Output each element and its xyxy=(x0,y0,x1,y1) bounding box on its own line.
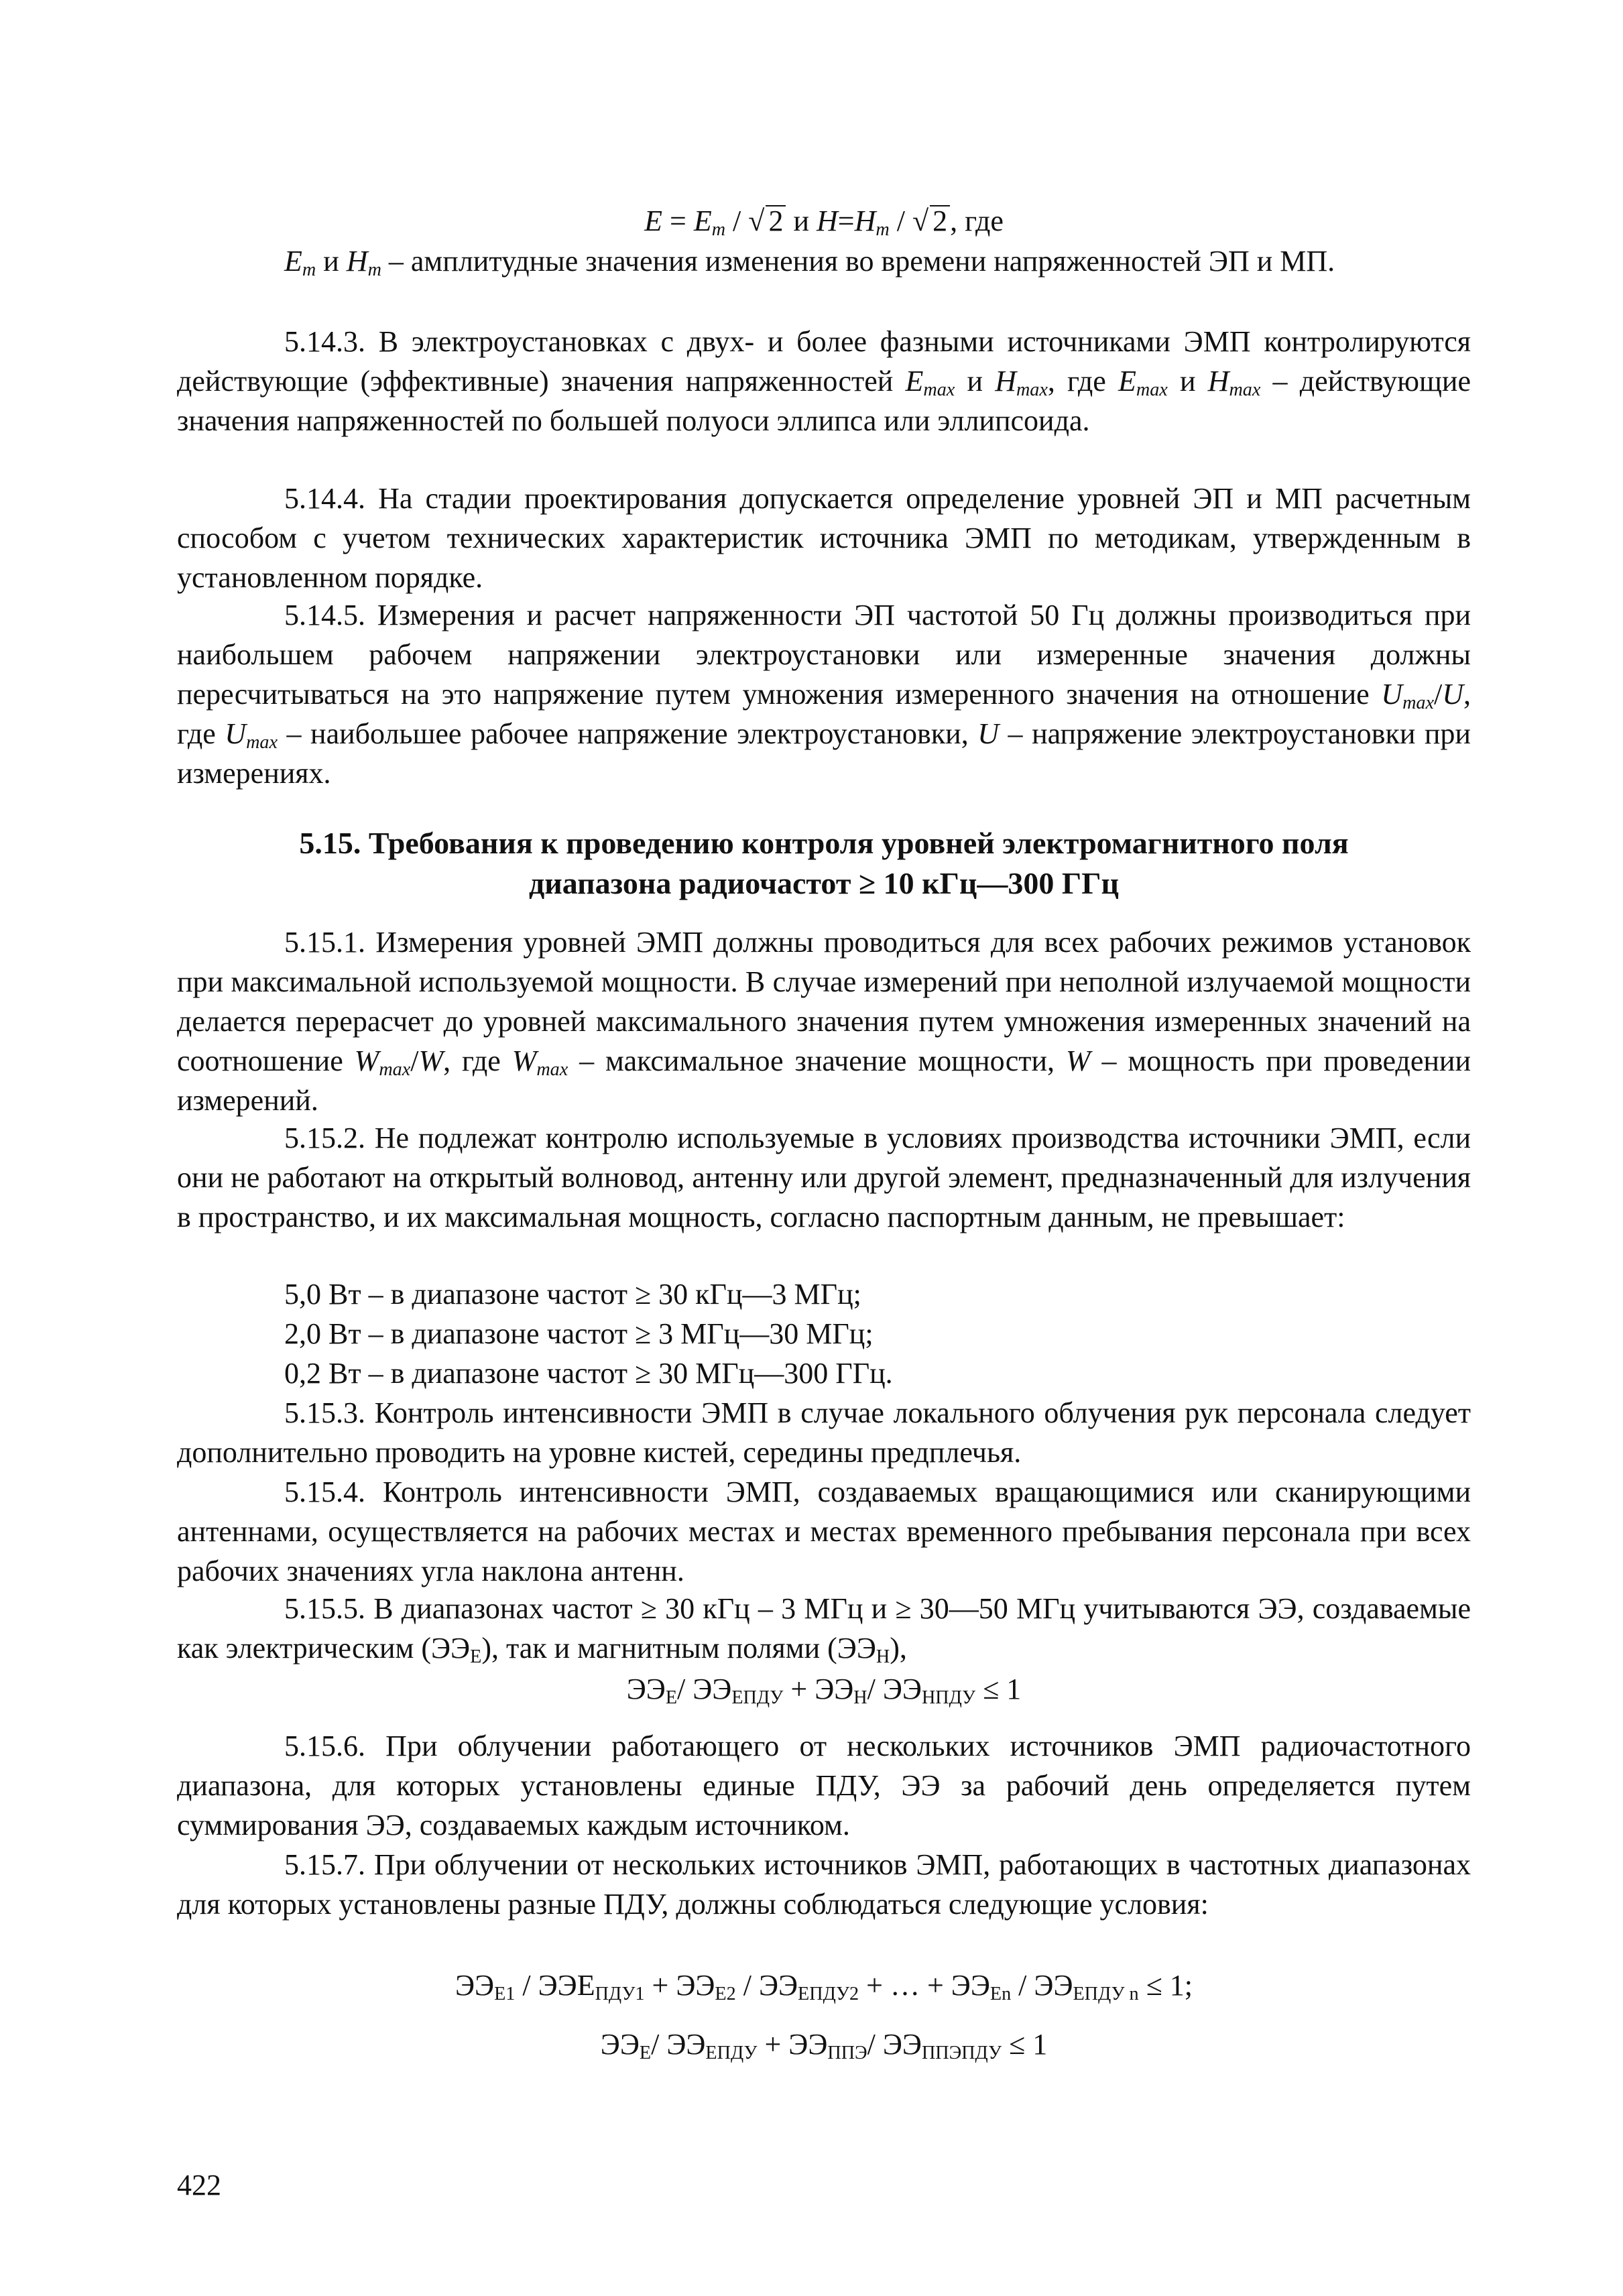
power-list-item: 0,2 Вт – в диапазоне частот ≥ 30 МГц—300 ГГц. xyxy=(284,1357,893,1390)
formula-ee-ppe: $ЭЭ_Е/$ $ЭЭ_{ЕПДУ} + ЭЭ_{ППЭ}/$ $ЭЭ_{ППЭПДУ} \le 1$ xyxy=(600,2028,1048,2064)
paragraph-5-15-6: 5.15.6. При облучении работающего от нескольких источников ЭМП радиочастотного диапазона, для которых установлены единые ПДУ, ЭЭ за рабочий день определяется путем суммирования ЭЭ, создаваемых каждым источником. xyxy=(177,1730,1471,1841)
paragraph-5-15-2: 5.15.2. Не подлежат контролю используемые в условиях производства источники ЭМП, если они не работают на открытый волновод, антенну или другой элемент, предназначенный для излучения в пространство, и их максимальная мощность, согласно паспортным данным, не превышает: xyxy=(177,1122,1471,1233)
page-number: 422 xyxy=(177,2169,221,2201)
power-list-item: 5,0 Вт – в диапазоне частот ≥ 30 кГц—3 МГц; xyxy=(284,1278,861,1311)
formula-multi-source: $ЭЭ_{Е1} / ЭЭЕ_{ПДУ1} + ЭЭ_{Е2} / ЭЭ_{ЕПДУ2}$ + … + $ЭЭ_{Еn} / ЭЭ_{ЕПДУ n} \le 1$; xyxy=(455,1969,1193,2005)
formula-ee-sum: $ЭЭ_Е/$ $ЭЭ_{ЕПДУ} + ЭЭ_Н/$ $ЭЭ_{НПДУ} \le 1$ xyxy=(626,1673,1022,1709)
paragraph-5-15-7: 5.15.7. При облучении от нескольких источников ЭМП, работающих в частотных диапазонах для которых установлены разные ПДУ, должны соблюдаться следующие условия: xyxy=(177,1848,1471,1921)
paragraph-5-15-4: 5.15.4. Контроль интенсивности ЭМП, создаваемых вращающимися или сканирующими антеннами, осуществляется на рабочих местах и местах временного пребывания персонала при всех рабочих значениях угла наклона антенн. xyxy=(177,1475,1471,1587)
power-list-item: 2,0 Вт – в диапазоне частот ≥ 3 МГц—30 МГц; xyxy=(284,1317,874,1350)
paragraph-5-14-5: 5.14.5. Измерения и расчет напряженности ЭП частотой 50 Гц должны производиться при наибольшем рабочем напряжении электроустановки или измеренные значения должны пересчитываться на это напряжение путем умножения измеренного значения на отношение $U_{max}/U$, где $U_{max}$ – наибольшее рабочее напряжение электроустановки, U – напряжение электроустановки при измерениях. xyxy=(177,599,1471,790)
section-heading: 5.15. Требования к проведению контроля уровней электромагнитного поля xyxy=(299,826,1349,860)
where-definition: $E_m$ и $H_m$ – амплитудные значения изменения во времени напряженностей ЭП и МП. xyxy=(284,245,1335,281)
paragraph-5-15-1: 5.15.1. Измерения уровней ЭМП должны проводиться для всех рабочих режимов установок при максимальной используемой мощности. В случае измерений при неполной излучаемой мощности делается перерасчет до уровней максимального значения путем умножения измеренных значений на соотношение $W_{max}/W$, где $W_{max}$ – максимальное значение мощности, W – мощность при проведении измерений. xyxy=(177,926,1471,1117)
paragraph-5-14-3: 5.14.3. В электроустановках с двух- и более фазными источниками ЭМП контролируются действующие (эффективные) значения напряженностей $E_{max}$ и $H_{max}$, где $E_{max}$ и $H_{max}$ – действующие значения напряженностей по большей полуоси эллипса или эллипсоида. xyxy=(177,325,1471,437)
formula-rms: $E = E_m$ / √ 2 и $H=H_m$ / √ 2, где xyxy=(644,204,1004,241)
paragraph-5-15-3: 5.15.3. Контроль интенсивности ЭМП в случае локального облучения рук персонала следует дополнительно проводить на уровне кистей, середины предплечья. xyxy=(177,1396,1471,1469)
paragraph-5-15-5: 5.15.5. В диапазонах частот ≥ 30 кГц – 3 МГц и ≥ 30—50 МГц учитываются ЭЭ, создаваемые как электрическим $(ЭЭ_Е)$, так и магнитным полями $(ЭЭ_Н)$, xyxy=(177,1592,1471,1668)
paragraph-5-14-4: 5.14.4. На стадии проектирования допускается определение уровней ЭП и МП расчетным способом с учетом технических характеристик источника ЭМП по методикам, утвержденным в установленном порядке. xyxy=(177,482,1471,594)
section-heading-line2: диапазона радиочастот ≥ 10 кГц—300 ГГц xyxy=(529,866,1119,900)
